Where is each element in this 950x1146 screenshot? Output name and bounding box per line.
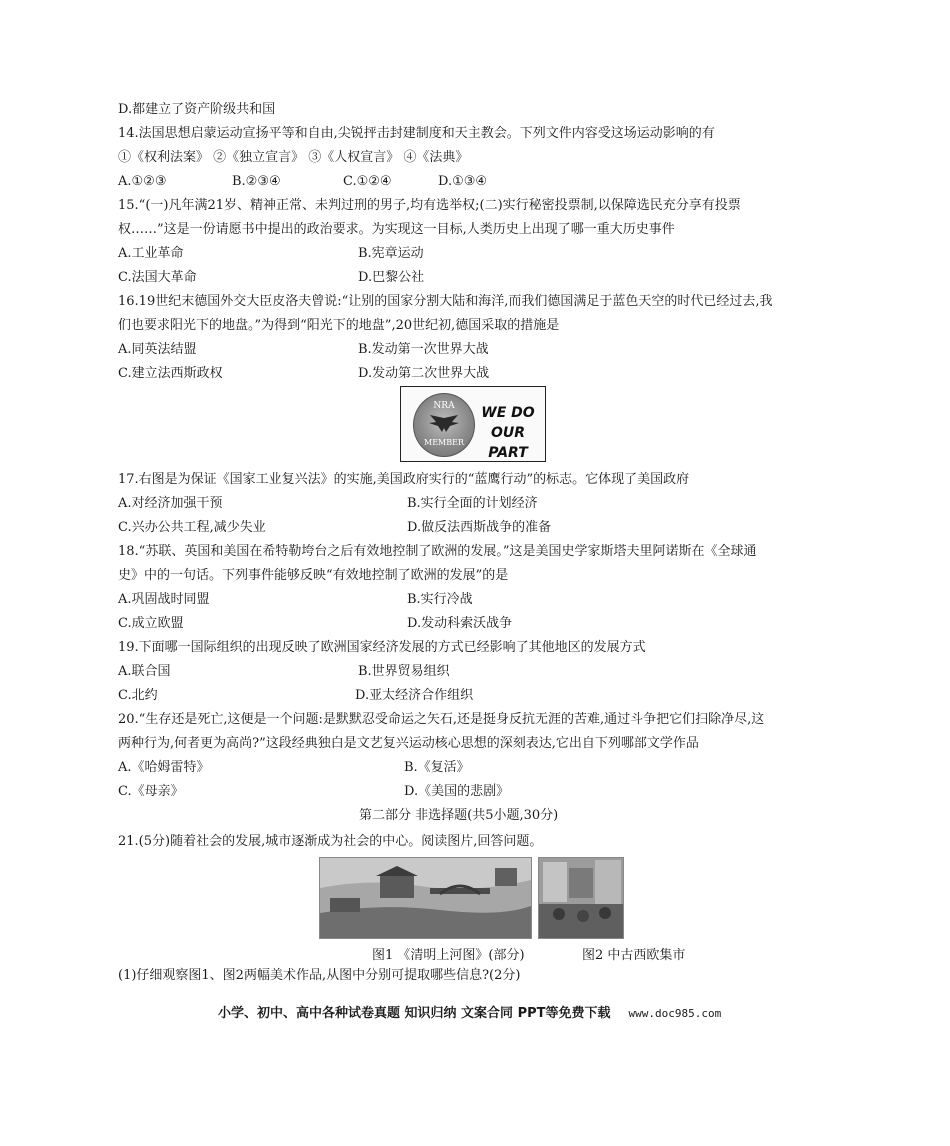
option-d: D.巴黎公社: [358, 270, 425, 285]
seal-top-text: NRA: [433, 401, 455, 411]
option-b: B.②③④: [232, 174, 281, 189]
question-20-cont: 两种行为,何者更为高尚?”这段经典独白是文艺复兴运动核心思想的深刻表达,它出自下列哪部文学作品: [118, 736, 699, 751]
option-c: C.成立欧盟: [118, 616, 184, 631]
option-b: B.发动第一次世界大战: [358, 342, 489, 357]
question-17: 17.右图是为保证《国家工业复兴法》的实施,美国政府实行的“蓝鹰行动”的标志。它体现了美国政府: [118, 472, 690, 487]
question-21: 21.(5分)随着社会的发展,城市逐渐成为社会的中心。阅读图片,回答问题。: [118, 834, 543, 849]
option-a: A.巩固战时同盟: [118, 592, 210, 607]
option-b: B.实行冷战: [407, 592, 473, 607]
option-a: A.同英法结盟: [118, 342, 197, 357]
footer-text: 小学、初中、高中各种试卷真题 知识归纳 文案合同 PPT等免费下载: [218, 1006, 611, 1021]
eagle-seal-icon: [413, 393, 475, 457]
eagle-icon: [428, 414, 460, 434]
motto-line-1: WE DO: [481, 405, 535, 421]
option-b: B.宪章运动: [358, 246, 424, 261]
question-14: 14.法国思想启蒙运动宣扬平等和自由,尖锐抨击封建制度和天主教会。下列文件内容受这场运动影响的有: [118, 126, 715, 141]
option-a: A.《哈姆雷特》: [118, 760, 210, 775]
option-a: A.①②③: [118, 174, 167, 189]
option-c: C.①②④: [343, 174, 392, 189]
question-15-cont: 权……”这是一份请愿书中提出的政治要求。为实现这一目标,人类历史上出现了哪一重大历史事件: [118, 222, 675, 237]
section-heading: 第二部分 非选择题(共5小题,30分): [359, 808, 559, 823]
option-c: C.法国大革命: [118, 270, 197, 285]
option-b: B.世界贸易组织: [358, 664, 450, 679]
option-c: C.《母亲》: [118, 784, 184, 799]
medieval-market-image: [538, 857, 624, 939]
option-a: A.对经济加强干预: [118, 496, 223, 511]
question-21-1: (1)仔细观察图1、图2两幅美术作品,从图中分别可提取哪些信息?(2分): [118, 968, 521, 983]
question-14-items: ①《权利法案》 ②《独立宣言》 ③《人权宣言》 ④《法典》: [118, 150, 469, 165]
option-b: B.《复活》: [404, 760, 470, 775]
option-c: C.建立法西斯政权: [118, 366, 223, 381]
page-footer: [218, 1002, 721, 1021]
footer-url: www.doc985.com: [628, 1007, 722, 1020]
question-18-cont: 史》中的一句话。下列事件能够反映“有效地控制了欧洲的发展”的是: [118, 568, 509, 583]
blue-eagle-logo: [400, 386, 546, 462]
option-b: B.实行全面的计划经济: [407, 496, 538, 511]
option-d: D.亚太经济合作组织: [355, 688, 474, 703]
option-a: A.联合国: [118, 664, 171, 679]
question-18: 18.“苏联、英国和美国在希特勒垮台之后有效地控制了欧洲的发展。”这是美国史学家斯塔夫里阿诺斯在《全球通: [118, 544, 757, 559]
logo-motto: [475, 403, 541, 463]
question-15: 15.“(一)凡年满21岁、精神正常、未判过刑的男子,均有选举权;(二)实行秘密投票制,以保障选民充分享有投票: [118, 198, 741, 213]
question-20: 20.“生存还是死亡,这便是一个问题:是默默忍受命运之矢石,还是挺身反抗无涯的苦难,通过斗争把它们扫除净尽,这: [118, 712, 765, 727]
option-a: A.工业革命: [118, 246, 184, 261]
question-16: 16.19世纪末德国外交大臣皮洛夫曾说:“让别的国家分割大陆和海洋,而我们德国满足于蓝色天空的时代已经过去,我: [118, 294, 773, 309]
option-line: D.都建立了资产阶级共和国: [118, 102, 276, 117]
painting-sketch: [320, 858, 531, 938]
motto-line-2: OUR PART: [488, 425, 528, 461]
option-d: D.①③④: [438, 174, 488, 189]
option-d: D.发动科索沃战争: [407, 616, 513, 631]
option-d: D.做反法西斯战争的准备: [407, 520, 552, 535]
option-c: C.兴办公共工程,减少失业: [118, 520, 266, 535]
seal-bottom-text: MEMBER: [424, 438, 464, 447]
qingming-painting-image: [319, 857, 532, 939]
figure-1-caption: 图1 《清明上河图》(部分): [372, 948, 525, 963]
option-d: D.发动第二次世界大战: [358, 366, 490, 381]
question-16-cont: 们也要求阳光下的地盘。”为得到“阳光下的地盘”,20世纪初,德国采取的措施是: [118, 318, 560, 333]
market-sketch: [539, 858, 623, 938]
option-c: C.北约: [118, 688, 158, 703]
question-19: 19.下面哪一国际组织的出现反映了欧洲国家经济发展的方式已经影响了其他地区的发展方式: [118, 640, 646, 655]
option-d: D.《美国的悲剧》: [404, 784, 510, 799]
figure-2-caption: 图2 中古西欧集市: [582, 948, 686, 963]
